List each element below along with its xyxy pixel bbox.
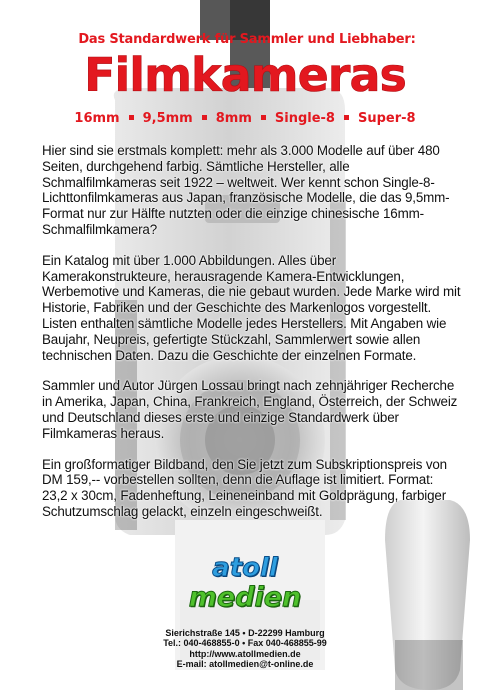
paragraph-catalog: Ein Katalog mit über 1.000 Abbildungen. Alles über Kamerakonstrukteure, herausragende Kamera-Entwicklungen, Werbemotive und Kameras, die nie gebaut wurden. Jede Marke wird mit Historie, Fabriken und der Geschichte des Markenlogos vorgestellt. Listen enthalten sämtliche Modelle jedes Herstellers. Mit Angaben wie Baujahr, Neupreis, gefertigte Stückzahl, Sammlerwert sowie allen technischen Daten. Dazu die Geschichte der einzelnen Formate. [42,252,461,363]
body-text [42,143,462,535]
bullet-icon [129,115,134,120]
format-8mm: 8mm [215,111,252,126]
publisher-logo [0,555,490,611]
format-single-8: Single-8 [274,111,335,126]
paragraph-author: Sammler und Autor Jürgen Lossau bringt nach zehnjähriger Recherche in Amerika, Japan, China, Frankreich, England, Österreich, der Schweiz und Deutschland dieses erste und einzige Standardwerk über Filmkameras heraus. [42,378,458,441]
contact-phone: Tel.: 040-468855-0 • Fax 040-468855-99 [163,638,327,649]
bullet-icon [261,115,266,120]
bullet-icon [344,115,349,120]
bullet-icon [202,115,207,120]
logo-word-medien: medien [188,582,302,613]
tagline: Das Standardwerk für Sammler und Liebhaber: [78,32,416,47]
contact-address: Sierichstraße 145 • D-22299 Hamburg [165,628,325,638]
paragraph-offer: Ein großformatiger Bildband, den Sie jetzt zum Subskriptionspreis von DM 159,-- vorbestellen sollten, denn die Auflage ist limitiert. Format: 23,2 x 30cm, Fadenheftung, Leineneinband mit Goldprägung, farbiger Schutzumschlag gelackt, einzeln eingeschweißt. [42,456,447,519]
page-title: Filmkameras [84,48,406,102]
format-list [0,111,490,126]
contact-block [0,628,490,670]
logo-word-atoll: atoll [212,553,278,583]
format-9-5mm: 9,5mm [142,111,193,126]
format-16mm: 16mm [74,111,120,126]
format-super-8: Super-8 [357,111,416,126]
header [0,32,490,126]
paragraph-intro: Hier sind sie erstmals komplett: mehr als 3.000 Modelle auf über 480 Seiten, durchgehend farbig. Sämtliche Hersteller, alle Schmalfilmkameras seit 1922 – weltweit. Wer kennt schon Single-8-Lichttonfilmkameras aus Japan, französische Modelle, die das 9,5mm-Format nur zur Hälfte nutzten oder die einzige chinesische 16mm-Schmalfilmkamera? [42,143,450,237]
contact-website[interactable]: http://www.atollmedien.de [189,648,301,659]
contact-email[interactable]: E-mail: atollmedien@t-online.de [176,659,314,670]
